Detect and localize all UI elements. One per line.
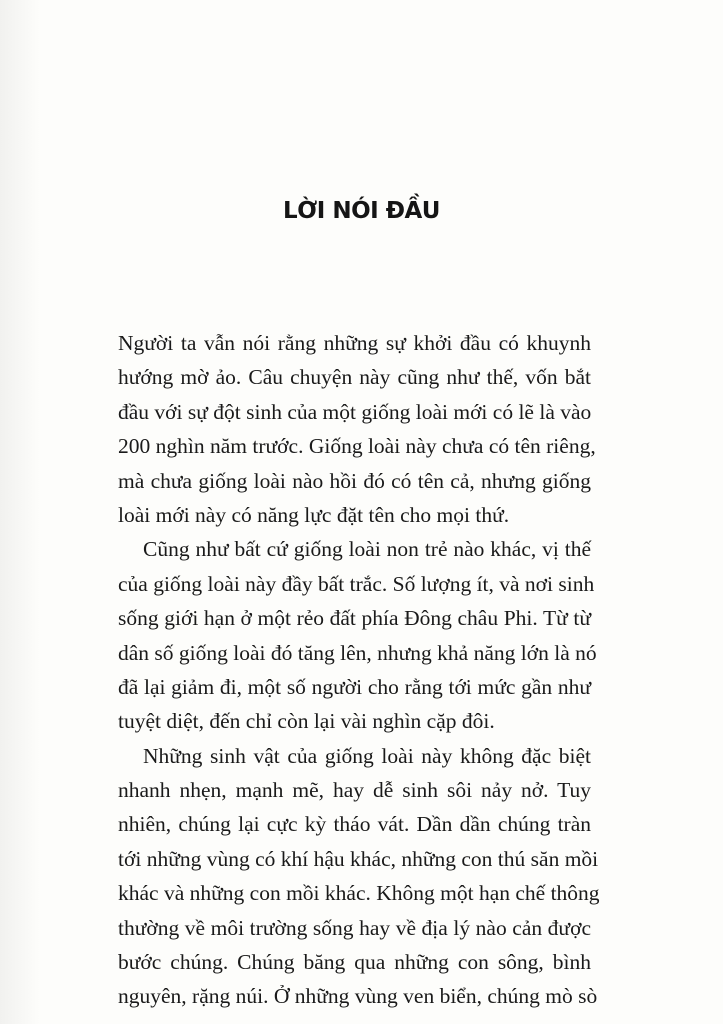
text-line: đã lại giảm đi, một số người cho rằng tới mức gần như <box>118 674 591 699</box>
text-line: Cũng như bất cứ giống loài non trẻ nào khác, vị thế <box>143 537 591 562</box>
paragraph-3 <box>118 739 600 1014</box>
text-line: hướng mờ ảo. Câu chuyện này cũng như thế, vốn bắt <box>118 365 591 390</box>
page-edge-shadow <box>0 0 40 1024</box>
text-line: sống giới hạn ở một rẻo đất phía Đông châu Phi. Từ từ <box>118 606 591 631</box>
text-line: mà chưa giống loài nào hồi đó có tên cả, nhưng giống <box>118 468 591 493</box>
text-line: khác và những con mồi khác. Không một hạn chế thông <box>118 881 600 906</box>
body-text <box>118 326 600 1014</box>
text-line: bước chúng. Chúng băng qua những con sông, bình <box>118 950 591 975</box>
text-line: nhiên, chúng lại cực kỳ tháo vát. Dần dần chúng tràn <box>118 812 591 837</box>
text-line: Người ta vẫn nói rằng những sự khởi đầu có khuynh <box>118 331 591 355</box>
chapter-title: LỜI NÓI ĐẦU <box>283 198 440 224</box>
text-line: nhanh nhẹn, mạnh mẽ, hay dễ sinh sôi nảy nở. Tuy <box>118 778 591 803</box>
text-line: dân số giống loài đó tăng lên, nhưng khả năng lớn là nó <box>118 640 597 665</box>
paragraph-2 <box>118 532 597 738</box>
text-line: Những sinh vật của giống loài này không đặc biệt <box>143 743 591 768</box>
text-line: của giống loài này đầy bất trắc. Số lượng ít, và nơi sinh <box>118 571 595 596</box>
paragraph-1 <box>118 326 596 532</box>
text-line: 200 nghìn năm trước. Giống loài này chưa có tên riêng, <box>118 434 596 459</box>
text-line: tới những vùng có khí hậu khác, những con thú săn mồi <box>118 846 599 871</box>
text-line: thường về môi trường sống hay về địa lý nào cản được <box>118 915 591 940</box>
text-line: đầu với sự đột sinh của một giống loài mới có lẽ là vào <box>118 399 592 424</box>
text-line: loài mới này có năng lực đặt tên cho mọi thứ. <box>118 502 510 527</box>
text-line: nguyên, rặng núi. Ở những vùng ven biển, chúng mò sò <box>118 984 598 1009</box>
text-line: tuyệt diệt, đến chỉ còn lại vài nghìn cặp đôi. <box>118 709 495 734</box>
